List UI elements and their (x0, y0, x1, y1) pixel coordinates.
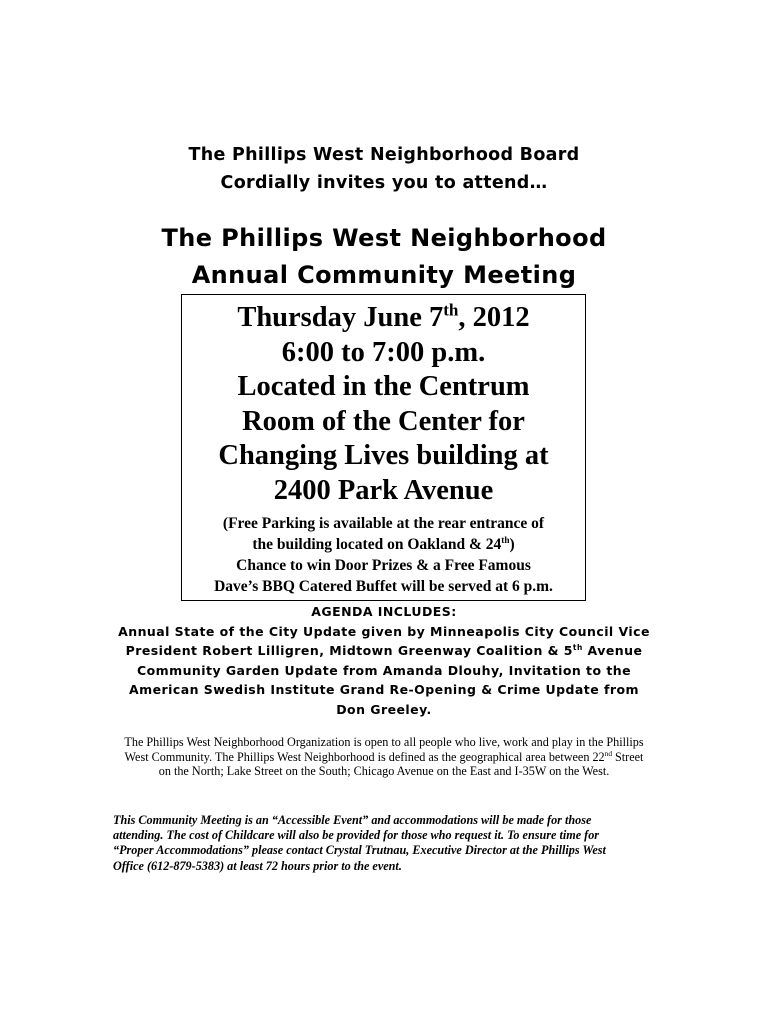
event-time: 6:00 to 7:00 p.m. (281, 336, 486, 368)
access-line-4: Office (612-879-5383) at least 72 hours prior to the event. (113, 858, 402, 873)
org-line-2-text: West Community. The Phillips West Neighborhood is defined as the geographical area between 22 (124, 749, 605, 764)
board-header (0, 141, 768, 197)
parking-line-1: (Free Parking is available at the rear entrance of (222, 515, 545, 532)
prizes-line-2: Dave’s BBQ Catered Buffet will be served at 6 p.m. (214, 578, 553, 595)
accessibility-notice (113, 813, 653, 874)
event-location-line-1: Located in the Centrum (237, 371, 530, 402)
org-line-2 (100, 750, 668, 765)
agenda-line-2 (100, 641, 668, 661)
access-line-2: attending. The cost of Childcare will also be provided for those who request it. To ensure time for (113, 828, 600, 843)
title-line-2: Annual Community Meeting (191, 261, 577, 289)
access-line-1: This Community Meeting is an “Accessible Event” and accommodations will be made for those (113, 813, 592, 827)
agenda-line-4: American Swedish Institute Grand Re-Opening & Crime Update from (129, 682, 639, 698)
event-details-box (181, 294, 586, 601)
agenda-line-3: Community Garden Update from Amanda Dlouhy, Invitation to the (136, 662, 632, 678)
org-line-2-end: Street (611, 749, 644, 764)
agenda-section (100, 602, 668, 720)
meeting-title (0, 220, 768, 294)
event-location-line-3: Changing Lives building at (218, 440, 549, 471)
parking-line-2-close: ) (509, 536, 515, 553)
event-date (182, 301, 585, 336)
board-line: The Phillips West Neighborhood Board (188, 145, 580, 165)
invite-line: Cordially invites you to attend… (220, 173, 548, 193)
org-line-3: on the North; Lake Street on the South; Chicago Avenue on the East and I-35W on the West. (158, 764, 610, 778)
agenda-heading: AGENDA INCLUDES: (311, 604, 457, 619)
event-date-suffix-sup: th (443, 300, 459, 320)
event-address: 2400 Park Avenue (273, 474, 494, 506)
agenda-line-5: Don Greeley. (336, 701, 432, 717)
event-date-text: Thursday June 7 (237, 302, 444, 333)
agenda-line-2-end: Avenue (582, 643, 643, 659)
title-line-1: The Phillips West Neighborhood (161, 224, 607, 252)
parking-line-2-text: the building located on Oakland & 24 (252, 536, 502, 553)
prizes-line-1: Chance to win Door Prizes & a Free Famous (236, 557, 531, 574)
event-location-line-2: Room of the Center for (242, 405, 525, 437)
org-line-1: The Phillips West Neighborhood Organization is open to all people who live, work and play in the Phillips (124, 735, 644, 749)
agenda-line-2-text: President Robert Lilligren, Midtown Greenway Coalition & 5 (125, 643, 573, 659)
org-line-2-sup: nd (604, 748, 612, 758)
event-date-year: , 2012 (458, 302, 530, 333)
access-line-3: “Proper Accommodations” please contact Crystal Trutnau, Executive Director at the Phillips West (113, 843, 606, 858)
parking-line-2 (182, 534, 585, 555)
parking-line-2-sup: th (501, 535, 510, 546)
agenda-line-1: Annual State of the City Update given by Minneapolis City Council Vice (118, 623, 650, 639)
organization-paragraph (100, 735, 668, 779)
agenda-line-2-sup: th (572, 643, 583, 653)
